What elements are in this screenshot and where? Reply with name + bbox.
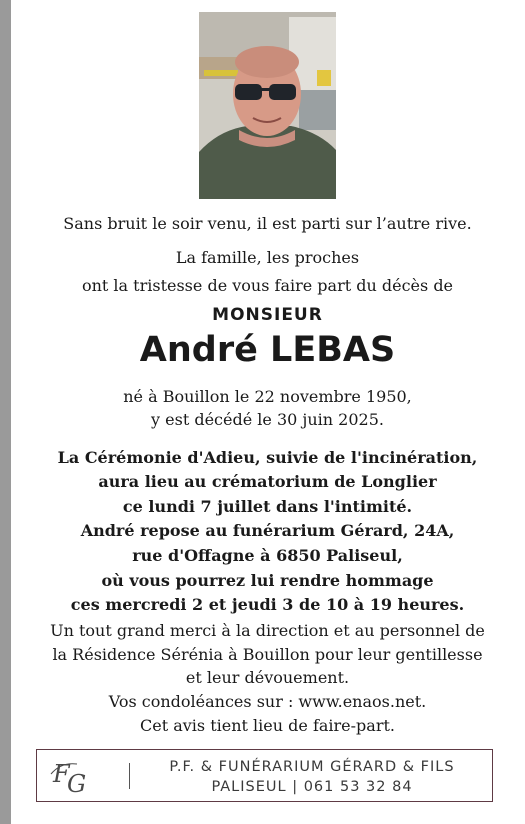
ceremony-line-4: André repose au funérarium Gérard, 24A, [80,521,455,540]
announce-line-1: La famille, les proches [175,248,360,267]
quote-line: Sans bruit le soir venu, il est parti sur l’autre rive. [63,214,472,233]
announce-line-2: ont la tristesse de vous faire part du décès de [81,276,454,295]
ceremony-line-3: ce lundi 7 juillet dans l'intimité. [122,497,413,516]
left-margin-bar [0,0,11,824]
thanks-line-3: et leur dévouement. [185,668,350,687]
thanks-line-1: Un tout grand merci à la direction et au personnel de [50,621,485,640]
ceremony-line-1: La Cérémonie d'Adieu, suivie de l'incinération, [57,448,478,467]
ceremony-line-2: aura lieu au crématorium de Longlier [98,472,437,491]
monogram-letter-g: G [67,770,87,798]
deceased-name: André LEBAS [139,330,396,370]
funeral-home-footer [36,749,493,802]
death-line: y est décédé le 30 juin 2025. [151,410,384,429]
ceremony-line-5: rue d'Offagne à 6850 Paliseul, [132,546,403,565]
monogram-logo [47,754,97,798]
ceremony-line-6: où vous pourrez lui rendre hommage [101,571,434,590]
condolences-line: Vos condoléances sur : www.enaos.net. [108,692,427,711]
portrait-photo [199,12,336,199]
honorific: MONSIEUR [212,305,323,325]
funeral-home-contact: PALISEUL | 061 53 32 84 [211,779,413,795]
notice-line: Cet avis tient lieu de faire-part. [140,716,395,735]
birth-line: né à Bouillon le 22 novembre 1950, [123,387,412,406]
ceremony-line-7: ces mercredi 2 et jeudi 3 de 10 à 19 heures. [70,595,465,614]
monogram-letter-f: F [53,760,70,788]
thanks-line-2: la Résidence Sérénia à Bouillon pour leur gentillesse [52,645,483,664]
funeral-home-name: P.F. & FUNÉRARIUM GÉRARD & FILS [169,759,455,775]
footer-divider [129,763,130,789]
